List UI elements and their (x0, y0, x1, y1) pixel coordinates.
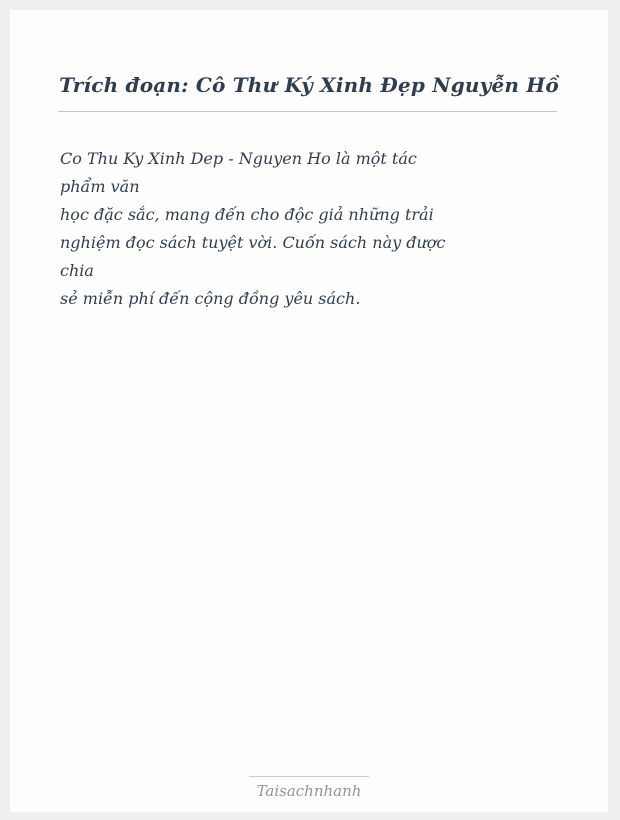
excerpt-line: học đặc sắc, mang đến cho độc giả những trải (60, 205, 434, 224)
excerpt-body (60, 145, 558, 313)
title-divider (58, 111, 557, 112)
excerpt-line: nghiệm đọc sách tuyệt vời. Cuốn sách này được (60, 233, 446, 252)
excerpt-line: sẻ miễn phí đến cộng đồng yêu sách. (60, 289, 361, 308)
excerpt-line: Co Thu Ky Xinh Dep - Nguyen Ho là một tác (60, 149, 417, 168)
document-page (10, 10, 608, 812)
footer-divider (249, 776, 369, 777)
page-title: Trích đoạn: Cô Thư Ký Xinh Đẹp Nguyễn Hồ (59, 73, 559, 97)
excerpt-line: phẩm văn (60, 177, 140, 196)
excerpt-line: chia (60, 261, 94, 280)
page-footer (10, 776, 608, 800)
footer-brand: Taisachnhanh (256, 782, 362, 800)
